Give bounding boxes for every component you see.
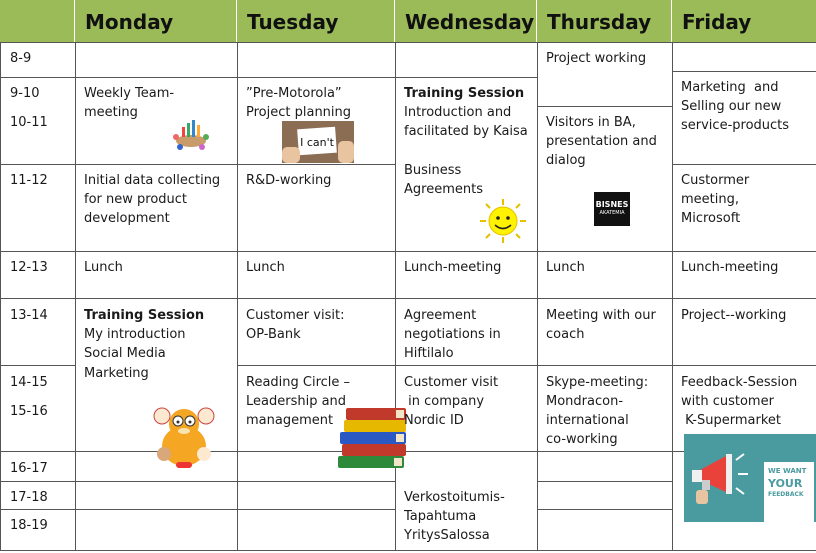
monday-lunch: Lunch (84, 260, 123, 275)
grid-line (672, 71, 816, 72)
time-label: 18-19 (10, 518, 48, 533)
time-label: 16-17 (10, 461, 48, 476)
monday-data-collecting: for new product (84, 192, 188, 207)
bisnes-akatemia-logo (594, 192, 630, 226)
time-label: 17-18 (10, 490, 48, 505)
tuesday-rnd: R&D-working (246, 173, 332, 188)
grid-line (672, 164, 816, 165)
megaphone-icon (686, 448, 750, 508)
grid-line (0, 42, 816, 43)
wednesday-customer-visit: Nordic ID (404, 413, 464, 428)
books-stack-icon (336, 406, 412, 472)
time-label: 8-9 (10, 51, 32, 66)
wednesday-customer-visit: in company (404, 394, 485, 409)
header-corner (0, 0, 75, 42)
monday-training-line: My introduction (84, 327, 186, 342)
wednesday-customer-visit: Customer visit (404, 375, 499, 390)
time-label: 10-11 (10, 115, 48, 130)
wednesday-networking: Verkostoitumis- (404, 490, 505, 505)
grid-line (237, 42, 238, 551)
grid-line (0, 550, 816, 551)
badge-line: WE WANT (768, 467, 807, 475)
tuesday-reading-circle: Leadership and (246, 394, 347, 409)
thursday-coach: Meeting with our (546, 308, 656, 323)
thursday-project: Project working (546, 51, 647, 66)
grid-line (0, 77, 537, 78)
wednesday-business: Business (404, 163, 462, 178)
badge-panel (764, 462, 814, 524)
time-label: 13-14 (10, 308, 48, 323)
wednesday-agreement: Agreement (404, 308, 477, 323)
monday-training-line: Marketing (84, 366, 149, 381)
thursday-skype: international (546, 413, 629, 428)
friday-customer-meeting: Custormer (681, 173, 750, 188)
header-wednesday: Wednesday (395, 0, 537, 42)
thursday-skype: Skype-meeting: (546, 375, 649, 390)
friday-feedback: with customer (681, 394, 774, 409)
logo-top-text: BISNES (595, 200, 629, 209)
wednesday-training-line: facilitated by Kaisa (404, 124, 528, 139)
i-cant-text: I can't (300, 136, 334, 149)
thursday-lunch: Lunch (546, 260, 585, 275)
monday-team-meeting: meeting (84, 105, 138, 120)
thursday-visitors: dialog (546, 153, 586, 168)
tuesday-project-planning: Project planning (246, 105, 352, 120)
grid-line (0, 164, 395, 165)
wednesday-agreement: Hiftilalo (404, 346, 454, 361)
header-thursday: Thursday (537, 0, 672, 42)
cartoon-cats-icon (150, 396, 218, 472)
wednesday-business: Agreements (404, 182, 483, 197)
friday-marketing: service-products (681, 118, 790, 133)
grid-line (0, 251, 816, 252)
grid-line (537, 42, 538, 551)
time-label: 14-15 (10, 375, 48, 390)
logo-bottom-text: AKATEMIA (599, 210, 625, 216)
friday-feedback: K-Supermarket (681, 413, 781, 428)
grid-line (537, 509, 672, 510)
header-tuesday: Tuesday (237, 0, 395, 42)
grid-line (0, 42, 1, 551)
wednesday-networking: Tapahtuma (404, 509, 477, 524)
friday-marketing: Selling our new (681, 99, 782, 114)
tuesday-customer-visit: Customer visit: (246, 308, 345, 323)
wednesday-agreement: negotiations in (404, 327, 501, 342)
header-monday: Monday (75, 0, 237, 42)
monday-training-line: Social Media (84, 346, 166, 361)
grid-line (0, 365, 75, 366)
monday-data-collecting: development (84, 211, 170, 226)
friday-customer-meeting: meeting, (681, 192, 739, 207)
grid-line (75, 42, 76, 551)
monday-team-meeting: Weekly Team- (84, 86, 175, 101)
tuesday-customer-visit: OP-Bank (246, 327, 301, 342)
time-label: 12-13 (10, 260, 48, 275)
feedback-badge (684, 434, 816, 522)
tuesday-lunch: Lunch (246, 260, 285, 275)
grid-line (537, 106, 672, 107)
thursday-skype: Mondracon- (546, 394, 624, 409)
tuesday-project-planning: ”Pre-Motorola” (246, 86, 342, 101)
time-label: 15-16 (10, 404, 48, 419)
wednesday-training-line: Introduction and (404, 105, 512, 120)
i-cant-paper-icon (282, 121, 354, 163)
grid-line (672, 42, 673, 551)
friday-customer-meeting: Microsoft (681, 211, 741, 226)
grid-line (395, 42, 396, 551)
time-label: 9-10 (10, 86, 40, 101)
thursday-skype: co-working (546, 432, 618, 447)
grid-line (0, 298, 816, 299)
badge-line: FEEDBACK (768, 491, 804, 498)
grid-line (237, 365, 816, 366)
wednesday-networking: YritysSalossa (404, 528, 490, 543)
wednesday-training-title: Training Session (404, 86, 525, 101)
thursday-coach: coach (546, 327, 585, 342)
monday-training-title: Training Session (84, 308, 205, 323)
grid-line (537, 481, 672, 482)
friday-project: Project--working (681, 308, 787, 323)
smiling-sun-icon (478, 198, 528, 244)
wednesday-lunch: Lunch-meeting (404, 260, 502, 275)
friday-feedback: Feedback-Session (681, 375, 798, 390)
tuesday-reading-circle: Reading Circle – (246, 375, 351, 390)
monday-data-collecting: Initial data collecting (84, 173, 221, 188)
friday-lunch: Lunch-meeting (681, 260, 779, 275)
thursday-visitors: presentation and (546, 134, 657, 149)
time-label: 11-12 (10, 173, 48, 188)
grid-line (0, 509, 395, 510)
thursday-visitors: Visitors in BA, (546, 115, 636, 130)
header-friday: Friday (672, 0, 816, 42)
badge-line: YOUR (768, 477, 803, 490)
friday-marketing: Marketing and (681, 80, 779, 95)
team-meeting-icon (170, 115, 212, 151)
tuesday-reading-circle: management (246, 413, 334, 428)
grid-line (0, 481, 395, 482)
